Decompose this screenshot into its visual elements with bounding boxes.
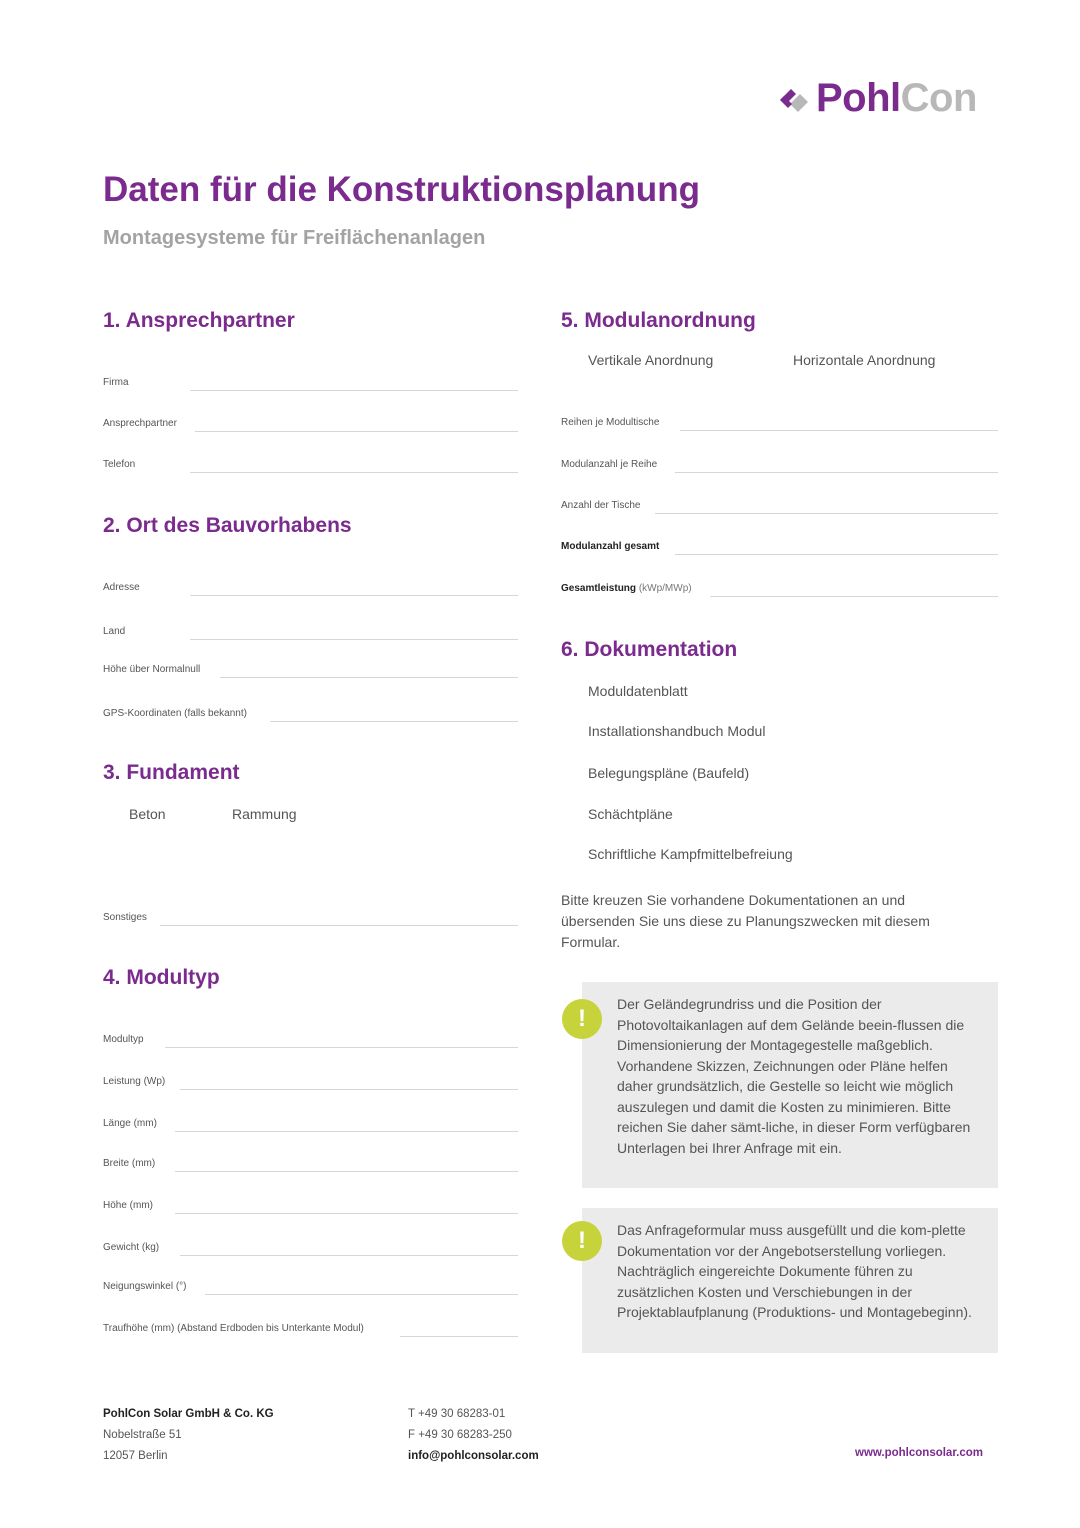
field-label-modulanzahl-reihe: Modulanzahl je Reihe	[561, 459, 658, 470]
field-label-laenge: Länge (mm)	[103, 1118, 157, 1129]
field-label-hoehe-nn: Höhe über Normalnull	[103, 664, 201, 675]
footer-fax: F +49 30 68283-250	[408, 1429, 512, 1441]
field-label-traufhoehe: Traufhöhe (mm) (Abstand Erdboden bis Unterkante Modul)	[103, 1323, 364, 1334]
exclamation-icon: !	[562, 1221, 602, 1261]
pohlcon-logo-icon	[776, 80, 812, 116]
field-input-modultyp[interactable]	[165, 1047, 518, 1048]
info-box-form-requirements-text: Das Anfrageformular muss ausgefüllt und die kom-plette Dokumentation vor der Angebotserstellung vorliegen. Nachträglich eingereichte Dokumente führen zu zusätzlichen Kosten und Verschiebungen in der Projektablaufplanung (Produktions- und Montagebeginn).	[617, 1222, 972, 1320]
field-label-hoehe: Höhe (mm)	[103, 1200, 154, 1211]
gesamtleistung-unit: (kWp/MWp)	[638, 583, 692, 594]
option-horizontale-anordnung[interactable]: Horizontale Anordnung	[793, 352, 936, 368]
field-label-gesamtleistung	[561, 583, 692, 594]
field-label-reihen: Reihen je Modultische	[561, 417, 660, 428]
field-label-breite: Breite (mm)	[103, 1158, 156, 1169]
exclamation-icon: !	[562, 999, 602, 1039]
checklist-item-belegungsplaene[interactable]: Belegungspläne (Baufeld)	[588, 765, 750, 781]
brand-logo	[776, 78, 977, 118]
field-input-hoehe-nn[interactable]	[220, 677, 518, 678]
footer-email[interactable]: info@pohlconsolar.com	[408, 1450, 539, 1462]
field-label-gewicht: Gewicht (kg)	[103, 1242, 160, 1253]
footer-contact	[408, 1404, 539, 1467]
modulanzahl-gesamt-text: Modulanzahl gesamt	[561, 541, 660, 552]
field-input-adresse[interactable]	[190, 595, 518, 596]
section-heading-foundation: 3. Fundament	[103, 761, 240, 784]
field-label-gps: GPS-Koordinaten (falls bekannt)	[103, 708, 247, 719]
footer-city: 12057 Berlin	[103, 1450, 168, 1462]
option-vertikale-anordnung[interactable]: Vertikale Anordnung	[588, 352, 714, 368]
field-input-gesamtleistung[interactable]	[710, 596, 998, 597]
section-heading-contact: 1. Ansprechpartner	[103, 309, 295, 332]
field-input-gewicht[interactable]	[180, 1255, 518, 1256]
checklist-item-schaechtplaene[interactable]: Schächtpläne	[588, 806, 673, 822]
field-input-anzahl-tische[interactable]	[655, 513, 998, 514]
field-label-anzahl-tische: Anzahl der Tische	[561, 500, 641, 511]
section-heading-documentation: 6. Dokumentation	[561, 638, 738, 661]
footer-company: PohlCon Solar GmbH & Co. KG	[103, 1408, 274, 1420]
field-label-telefon: Telefon	[103, 459, 136, 470]
field-input-firma[interactable]	[190, 390, 518, 391]
page-subtitle: Montagesysteme für Freiflächenanlagen	[103, 227, 486, 249]
field-label-adresse: Adresse	[103, 582, 140, 593]
field-label-land: Land	[103, 626, 126, 637]
info-box-site-plan	[582, 982, 998, 1188]
field-input-modulanzahl-reihe[interactable]	[675, 472, 998, 473]
field-input-telefon[interactable]	[190, 472, 518, 473]
field-input-hoehe[interactable]	[175, 1213, 518, 1214]
field-input-sonstiges[interactable]	[160, 925, 518, 926]
field-input-neigungswinkel[interactable]	[205, 1294, 518, 1295]
field-label-modultyp: Modultyp	[103, 1034, 144, 1045]
gesamtleistung-text: Gesamtleistung	[561, 583, 637, 594]
checklist-item-kampfmittelbefreiung[interactable]: Schriftliche Kampfmittelbefreiung	[588, 846, 793, 862]
field-input-breite[interactable]	[175, 1171, 518, 1172]
section-heading-location: 2. Ort des Bauvorhabens	[103, 514, 352, 537]
field-input-gps[interactable]	[270, 721, 518, 722]
checklist-item-installationshandbuch[interactable]: Installationshandbuch Modul	[588, 723, 766, 739]
page-title: Daten für die Konstruktionsplanung	[103, 170, 700, 209]
info-box-form-requirements	[582, 1208, 998, 1353]
field-label-modulanzahl-gesamt	[561, 541, 659, 552]
footer-phone: T +49 30 68283-01	[408, 1408, 506, 1420]
field-input-land[interactable]	[190, 639, 518, 640]
checklist-item-moduldatenblatt[interactable]: Moduldatenblatt	[588, 683, 688, 699]
field-label-leistung: Leistung (Wp)	[103, 1076, 166, 1087]
documentation-note: Bitte kreuzen Sie vorhandene Dokumentationen an und übersenden Sie uns diese zu Planungszwecken mit diesem Formular.	[561, 892, 930, 950]
footer-website-link[interactable]: www.pohlconsolar.com	[855, 1447, 984, 1459]
field-input-ansprechpartner[interactable]	[195, 431, 518, 432]
option-rammung[interactable]: Rammung	[232, 806, 297, 822]
section-heading-module-type: 4. Modultyp	[103, 966, 220, 989]
field-label-ansprechpartner: Ansprechpartner	[103, 418, 177, 429]
footer-address	[103, 1404, 274, 1467]
footer-street: Nobelstraße 51	[103, 1429, 182, 1441]
field-input-reihen[interactable]	[680, 430, 998, 431]
field-input-modulanzahl-gesamt[interactable]	[675, 554, 998, 555]
field-input-traufhoehe[interactable]	[400, 1336, 518, 1337]
logo-text-con: Con	[900, 76, 977, 120]
section-heading-module-arrangement: 5. Modulanordnung	[561, 309, 756, 332]
logo-text-pohl: Pohl	[816, 76, 901, 120]
field-input-leistung[interactable]	[180, 1089, 518, 1090]
field-label-sonstiges: Sonstiges	[103, 912, 147, 923]
info-box-site-plan-text: Der Geländegrundriss und die Position der Photovoltaikanlagen auf dem Gelände beein-flussen die Dimensionierung der Montagegestelle maßgeblich. Vorhandene Skizzen, Zeichnungen oder Pläne helfen daher grundsätzlich, die Gestelle so leicht wie möglich auszulegen und damit die Kosten zu minimieren. Bitte reichen Sie daher sämt-liche, in dieser Form verfügbaren Unterlagen bei Ihrer Anfrage mit ein.	[617, 996, 971, 1156]
field-input-laenge[interactable]	[175, 1131, 518, 1132]
field-label-firma: Firma	[103, 377, 129, 388]
option-beton[interactable]: Beton	[129, 806, 166, 822]
field-label-neigungswinkel: Neigungswinkel (°)	[103, 1281, 187, 1292]
